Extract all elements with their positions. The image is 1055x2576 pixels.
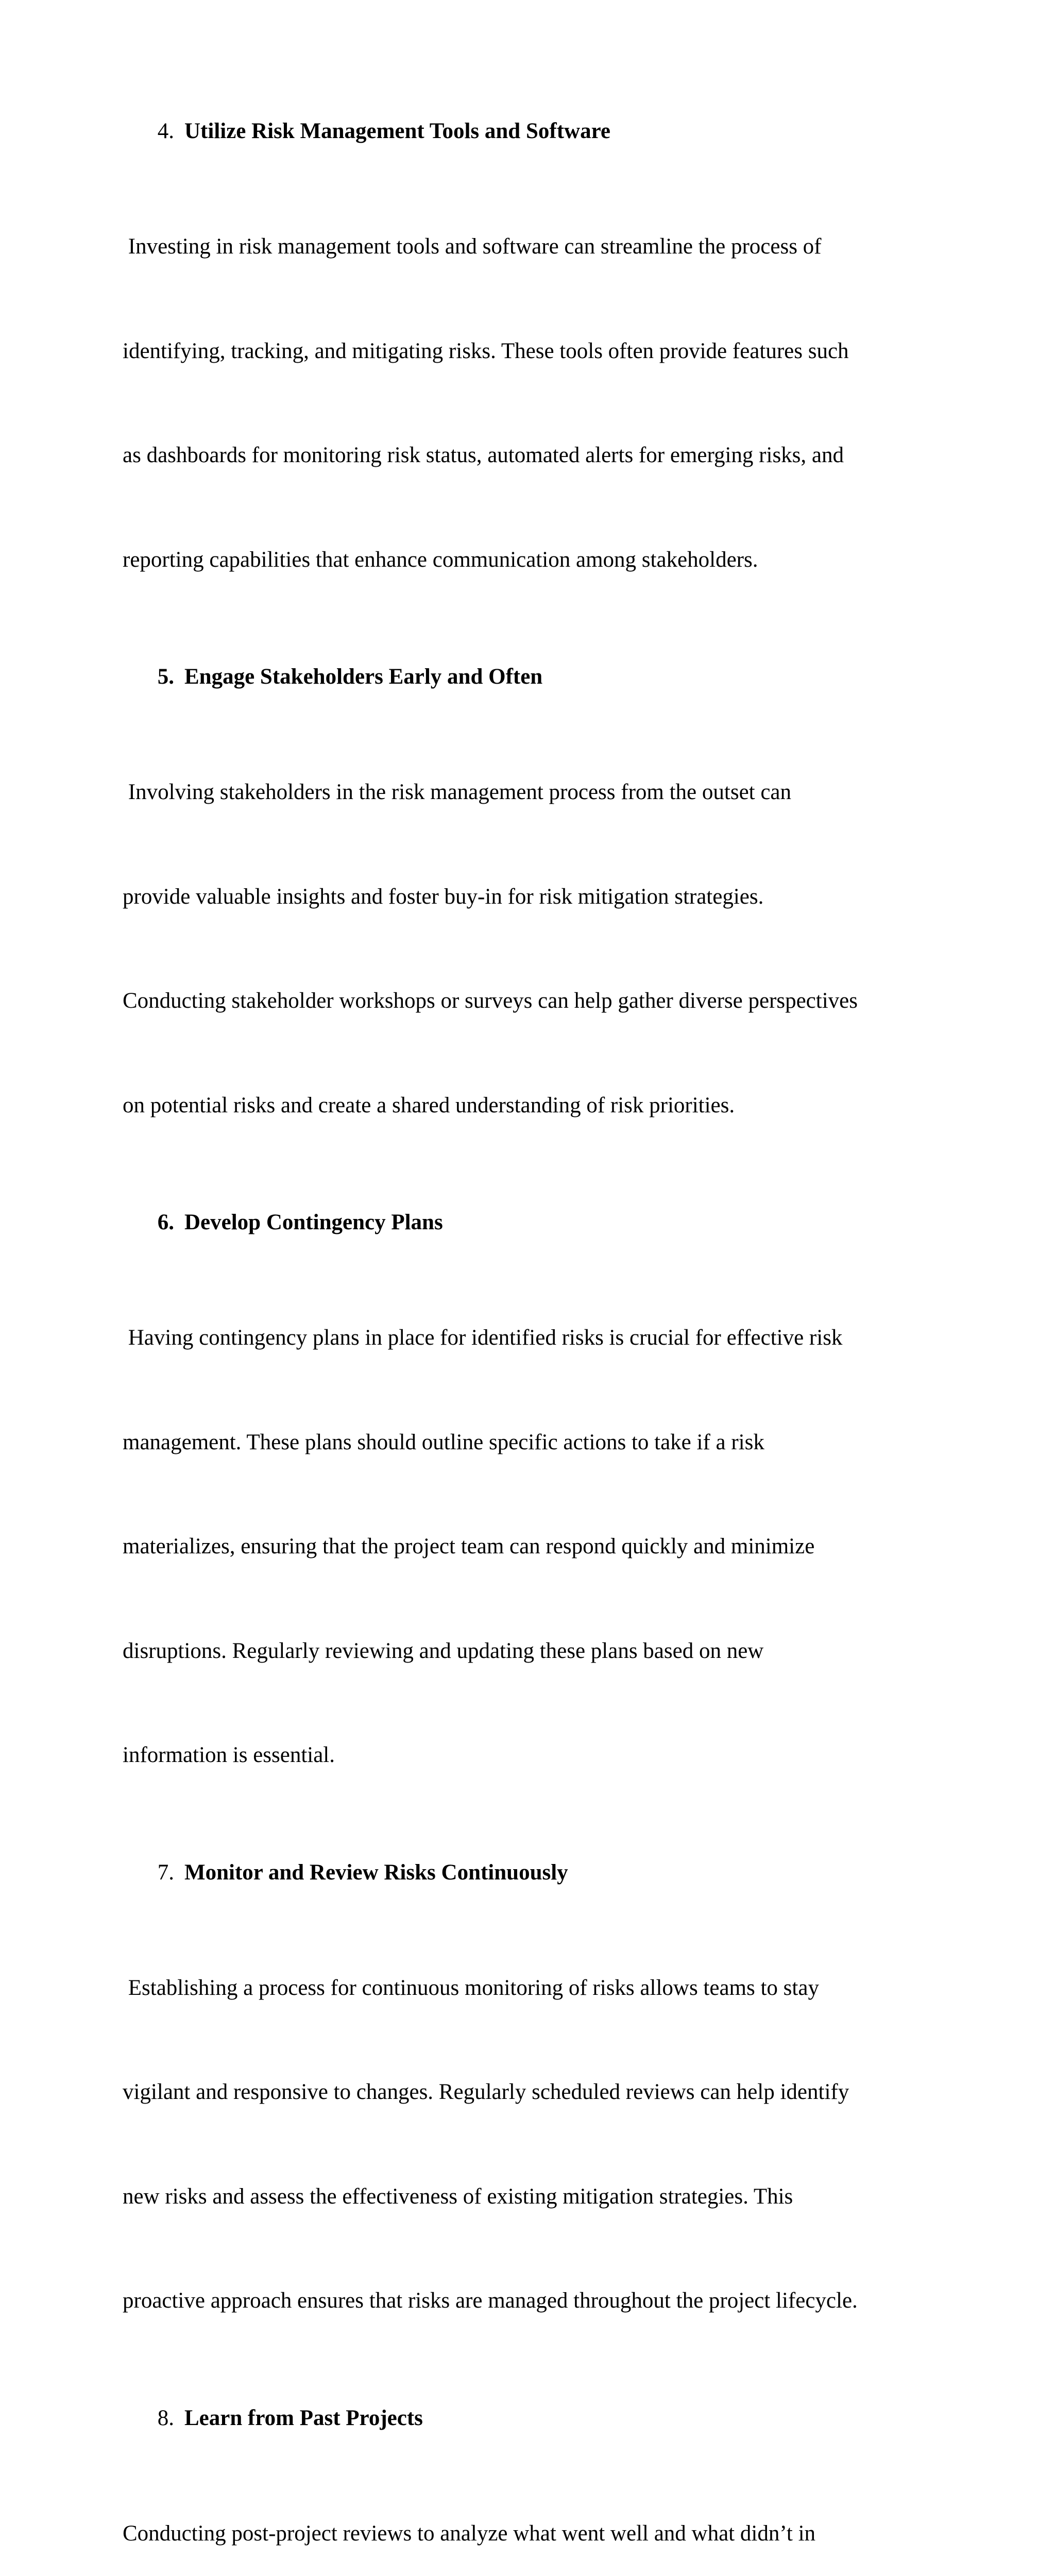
paragraph-line: materializes, ensuring that the project team can respond quickly and minimize [123,1529,947,1564]
paragraph-line: disruptions. Regularly reviewing and updating these plans based on new [123,1634,947,1669]
item-heading [123,2401,947,2435]
item-paragraph [123,1901,947,2388]
item-heading [123,1206,947,1240]
item-number: 7. [140,1856,174,1890]
paragraph-line: Conducting stakeholder workshops or surveys can help gather diverse perspectives [123,984,947,1019]
section-4 [123,114,947,647]
item-paragraph [123,1251,947,1842]
paragraph-line: new risks and assess the effectiveness of existing mitigation strategies. This [123,2179,947,2214]
section-7 [123,1856,947,2388]
paragraph-line: management. These plans should outline specific actions to take if a risk [123,1425,947,1460]
paragraph-line: information is essential. [123,1738,947,1773]
paragraph-line: Investing in risk management tools and software can streamline the process of [123,229,947,264]
section-5 [123,660,947,1192]
paragraph-line: reporting capabilities that enhance communication among stakeholders. [123,543,947,578]
item-number: 5. [140,660,174,694]
paragraph-line: Involving stakeholders in the risk management process from the outset can [123,775,947,810]
item-number: 4. [140,114,174,148]
item-title: Learn from Past Projects [184,2401,423,2435]
paragraph-line: as dashboards for monitoring risk status, automated alerts for emerging risks, and [123,438,947,473]
item-number: 6. [140,1206,174,1240]
paragraph-line: Conducting post-project reviews to analyze what went well and what didn’t in [123,2516,947,2551]
paragraph-line: Establishing a process for continuous monitoring of risks allows teams to stay [123,1971,947,2006]
paragraph-line: provide valuable insights and foster buy-in for risk mitigation strategies. [123,879,947,914]
item-title: Utilize Risk Management Tools and Software [184,114,610,148]
paragraph-line: identifying, tracking, and mitigating risks. These tools often provide features such [123,334,947,369]
section-8 [123,2401,947,2576]
item-paragraph [123,160,947,647]
item-title: Monitor and Review Risks Continuously [184,1856,568,1890]
paragraph-line: vigilant and responsive to changes. Regularly scheduled reviews can help identify [123,2075,947,2110]
item-heading [123,1856,947,1890]
item-heading [123,114,947,148]
paragraph-line: proactive approach ensures that risks are managed throughout the project lifecycle. [123,2283,947,2318]
item-paragraph [123,705,947,1192]
paragraph-line: on potential risks and create a shared understanding of risk priorities. [123,1088,947,1123]
item-heading [123,660,947,694]
paragraph-line: Having contingency plans in place for identified risks is crucial for effective risk [123,1320,947,1355]
item-title: Develop Contingency Plans [184,1206,443,1240]
page-content [123,114,947,2576]
section-6 [123,1206,947,1842]
item-number: 8. [140,2401,174,2435]
item-paragraph [123,2447,947,2576]
item-title: Engage Stakeholders Early and Often [184,660,542,694]
